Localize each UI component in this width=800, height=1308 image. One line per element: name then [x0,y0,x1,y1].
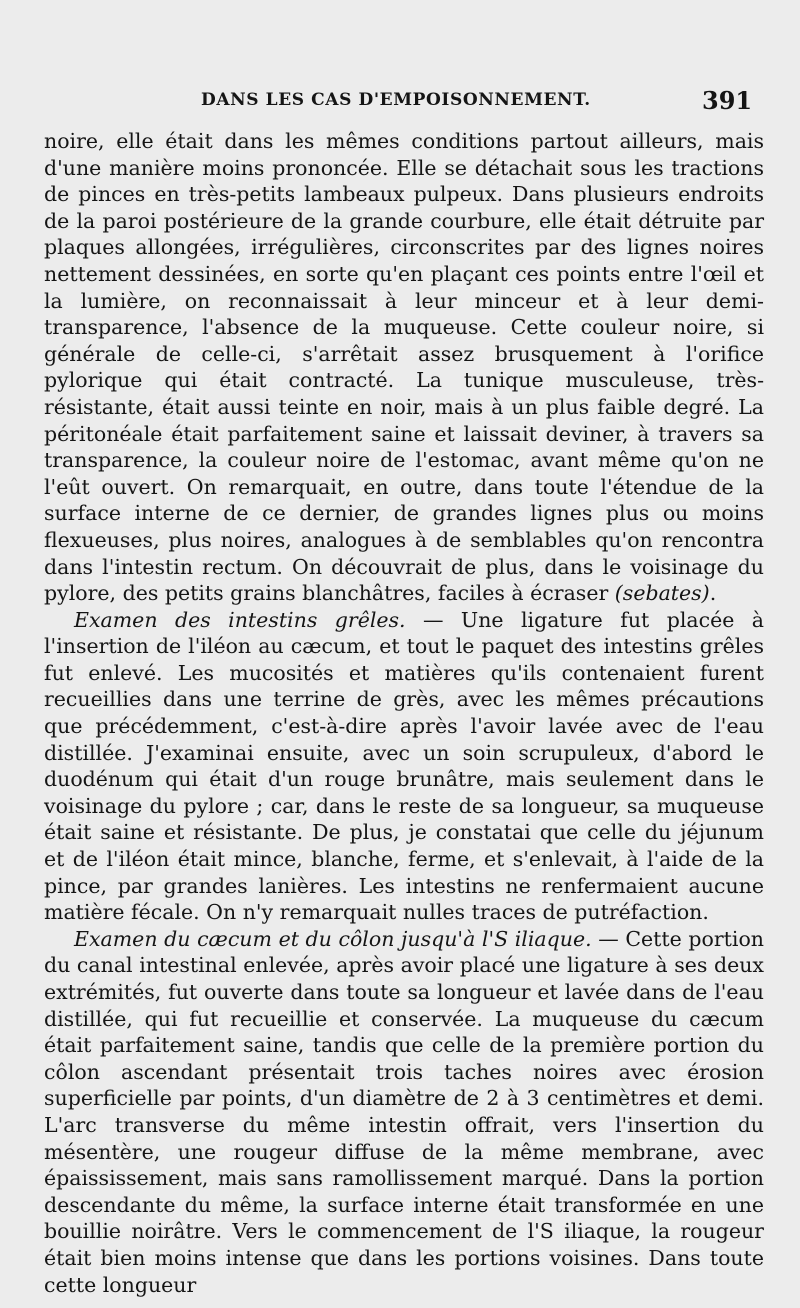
page-header [0,86,800,126]
paragraph-small-intestine [44,607,764,926]
paragraph-caecum-colon [44,926,764,1298]
running-title: DANS LES CAS D'EMPOISONNEMENT. [201,90,591,110]
paragraph-text: noire, elle était dans les mêmes conditions partout ailleurs, mais d'une manière moins prononcée. Elle se détachait sous les tractions de pinces en très-petits lambeaux pulpeux. Dans plusieurs endroits de la paroi postérieure de la grande courbure, elle était détruite par plaques allongées, irrégulières, circonscrites par des lignes noires nettement dessinées, en sorte qu'en plaçant ces points entre l'œil et la lumière, on reconnaissait à leur minceur et à leur demi-transparence, l'absence de la muqueuse. Cette couleur noire, si générale de celle-ci, s'arrêtait assez brusquement à l'orifice pylorique qui était contracté. La tunique musculeuse, très-résistante, était aussi teinte en noir, mais à un plus faible degré. La péritonéale était parfaitement saine et laissait deviner, à travers sa transparence, la couleur noire de l'estomac, avant même qu'on ne l'eût ouvert. On remarquait, en outre, dans toute l'étendue de la surface interne de ce dernier, de grandes lignes plus ou moins flexueuses, plus noires, analogues à de semblables qu'on rencontra dans l'intestin rectum. On découvrait de plus, dans le voisinage du pylore, des petits grains blanchâtres, faciles à écraser [44,129,764,606]
section-heading-intestins-greles: Examen des intestins grêles. [74,607,406,632]
paragraph-text: — Une ligature fut placée à l'insertion de l'iléon au cæcum, et tout le paquet des intestins grêles fut enlevé. Les mucosités et matières qu'ils contenaient furent recueillies dans une terrine de grès, avec les mêmes précautions que précédemment, c'est-à-dire après l'avoir lavée avec de l'eau distillée. J'examinai ensuite, avec un soin scrupuleux, d'abord le duodénum qui était d'un rouge brunâtre, mais seulement dans le voisinage du pylore ; car, dans le reste de sa longueur, sa muqueuse était saine et résistante. De plus, je constatai que celle du jéjunum et de l'iléon était mince, blanche, ferme, et s'enlevait, à l'aide de la pince, par grandes lanières. Les intestins ne renfermaient aucune matière fécale. On n'y remarquait nulles traces de putréfaction. [44,607,764,925]
inline-note: (sebates) [614,581,710,606]
paragraph-end: . [709,581,717,606]
section-heading-caecum-colon: Examen du cæcum et du côlon jusqu'à l'S iliaque. [74,926,592,951]
paragraph-text: — Cette portion du canal intestinal enlevée, après avoir placé une ligature à ses deux extrémités, fut ouverte dans toute sa longueur et lavée dans de l'eau distillée, qui fut recueillie et conservée. La muqueuse du cæcum était parfaitement saine, tandis que celle de la première portion du côlon ascendant présentait trois taches noires avec érosion superficielle par points, d'un diamètre de 2 à 3 centimètres et demi. L'arc transverse du même intestin offrait, vers l'insertion du mésentère, une rougeur diffuse de la même membrane, avec épaississement, mais sans ramollissement marqué. Dans la portion descendante du même, la surface interne était transformée en une bouillie noirâtre. Vers le commencement de l'S iliaque, la rougeur était bien moins intense que dans les portions voisines. Dans toute cette longueur [44,926,764,1297]
paragraph-stomach [44,128,764,607]
page-number: 391 [702,86,753,115]
body-text [44,128,764,1298]
